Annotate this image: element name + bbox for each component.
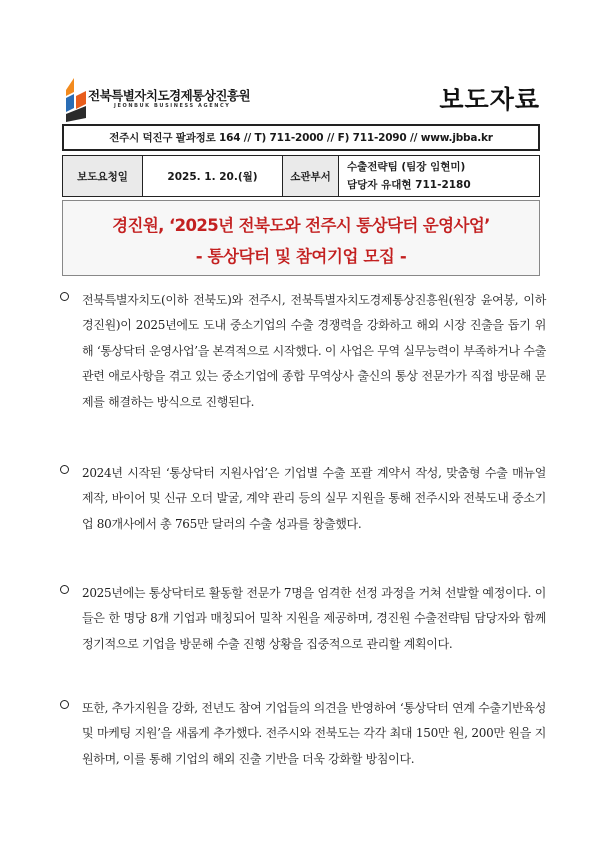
circle-bullet-icon: [60, 465, 69, 474]
release-info-table: [62, 155, 540, 197]
organization-name: 전북특별자치도경제통상진흥원: [88, 88, 251, 103]
circle-bullet-icon: [60, 292, 69, 301]
paragraph-text: 2025년에는 통상닥터로 활동할 전문가 7명을 엄격한 선정 과정을 거쳐 선발할 예정이다. 이들은 한 명당 8개 기업과 매칭되어 밀착 지원을 제공하며, 경진원 수출전략팀 담당자와 함께 정기적으로 기업을 방문해 수출 진행 상황을 집중적으로 관리할 계획이다.: [82, 586, 546, 651]
paragraph-text: 2024년 시작된 ‘통상닥터 지원사업’은 기업별 수출 포괄 계약서 작성, 맞춤형 수출 매뉴얼 제작, 바이어 및 신규 오더 발굴, 계약 관리 등의 실무 지원을 통해 전주시와 전북도내 중소기업 80개사에서 총 765만 달러의 수출 성과를 창출했다.: [82, 466, 546, 531]
headline-title: 경진원, ‘2025년 전북도와 전주시 통상닥터 운영사업’: [112, 216, 490, 235]
jbba-logo-icon: [62, 74, 90, 122]
paragraph-text: 또한, 추가지원을 강화, 전년도 참여 기업들의 의견을 반영하여 ‘통상닥터 연계 수출기반육성 및 마케팅 지원’을 새롭게 추가했다. 전주시와 전북도는 각각 최대 150만 원, 200만 원을 지원하며, 이를 통해 기업의 해외 진출 기반을 더욱 강화할 방침이다.: [82, 701, 546, 766]
department-contact: 담당자 유대현 711-2180: [347, 179, 471, 191]
organization-name-english: JEONBUK BUSINESS AGENCY: [114, 103, 231, 109]
circle-bullet-icon: [60, 700, 69, 709]
circle-bullet-icon: [60, 585, 69, 594]
document-header: [62, 74, 540, 122]
request-date-label: 보도요청일: [63, 156, 143, 197]
request-date-value: 2025. 1. 20.(월): [143, 156, 283, 197]
contact-info-bar: 전주시 덕진구 팔과정로 164 // T) 711-2000 // F) 711-2090 // www.jbba.kr: [62, 124, 540, 151]
department-value: [339, 156, 540, 197]
paragraph-text: 전북특별자치도(이하 전북도)와 전주시, 전북특별자치도경제통상진흥원(원장 윤여봉, 이하 경진원)이 2025년에도 도내 중소기업의 수출 경쟁력을 강화하고 해외 시장 진출을 돕기 위해 ‘통상닥터 운영사업’을 본격적으로 시작했다. 이 사업은 무역 실무능력이 부족하거나 수출 관련 애로사항을 겪고 있는 중소기업에 종합 무역상사 출신의 통상 전문가가 직접 방문해 문제를 해결하는 방식으로 진행된다.: [82, 293, 546, 409]
department-label: 소관부서: [283, 156, 339, 197]
document-type-heading: 보도자료: [439, 85, 540, 114]
department-team: 수출전략팀 (팀장 임현미): [347, 161, 466, 173]
headline-box: [62, 200, 540, 276]
headline-subtitle: - 통상닥터 및 참여기업 모집 -: [195, 247, 407, 266]
